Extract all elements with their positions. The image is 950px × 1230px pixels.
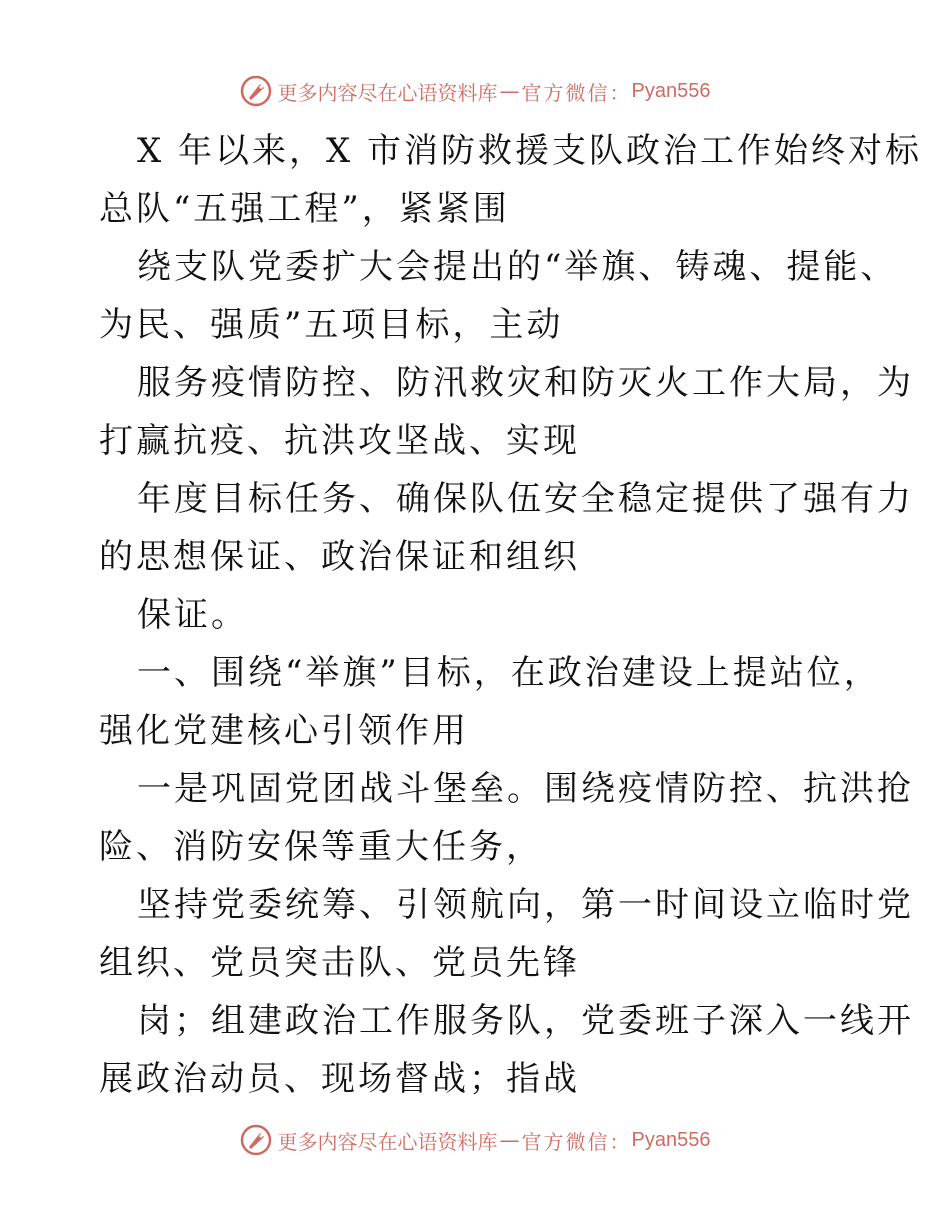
watermark-label: 官方微信： bbox=[521, 80, 632, 105]
section-heading-line: 一、围绕“举旗”目标，在政治建设上提站位， bbox=[137, 653, 881, 693]
watermark-brand: 更多内容尽在心语资料库 bbox=[277, 1129, 498, 1154]
text-line: 保证。 bbox=[137, 595, 248, 635]
pen-nib-icon bbox=[240, 75, 272, 107]
text-line: 的思想保证、政治保证和组织 bbox=[99, 537, 580, 577]
text-line: 一是巩固党团战斗堡垒。围绕疫情防控、抗洪抢 bbox=[137, 769, 914, 809]
watermark-brand: 更多内容尽在心语资料库 bbox=[277, 80, 498, 105]
text-line: 险、消防安保等重大任务， bbox=[99, 827, 543, 867]
text-line: 展政治动员、现场督战；指战 bbox=[99, 1059, 580, 1099]
text-line: 打赢抗疫、抗洪攻坚战、实现 bbox=[99, 421, 580, 461]
watermark-separator: — bbox=[499, 79, 520, 103]
text-line: 年度目标任务、确保队伍安全稳定提供了强有力 bbox=[137, 479, 914, 519]
watermark-label: 官方微信： bbox=[521, 1129, 632, 1154]
document-body bbox=[99, 122, 923, 1108]
text-line: 绕支队党委扩大会提出的“举旗、铸魂、提能、 bbox=[137, 247, 898, 287]
text-line: 服务疫情防控、防汛救灾和防灭火工作大局，为 bbox=[137, 363, 914, 403]
header-watermark bbox=[0, 71, 950, 111]
watermark-handle: Pyan556 bbox=[631, 1128, 711, 1151]
text-line: 为民、强质”五项目标，主动 bbox=[99, 305, 564, 345]
text-line: 岗；组建政治工作服务队，党委班子深入一线开 bbox=[137, 1001, 914, 1041]
watermark-separator: — bbox=[499, 1128, 520, 1152]
text-line: X 年以来，X 市消防救援支队政治工作始终对标 bbox=[137, 131, 923, 171]
section-heading-line: 强化党建核心引领作用 bbox=[99, 711, 469, 751]
footer-watermark bbox=[0, 1120, 950, 1160]
text-line: 总队“五强工程”，紧紧围 bbox=[99, 189, 510, 229]
text-line: 坚持党委统筹、引领航向，第一时间设立临时党 bbox=[137, 885, 914, 925]
watermark-handle: Pyan556 bbox=[631, 79, 711, 102]
text-line: 组织、党员突击队、党员先锋 bbox=[99, 943, 580, 983]
pen-nib-icon bbox=[240, 1124, 272, 1156]
